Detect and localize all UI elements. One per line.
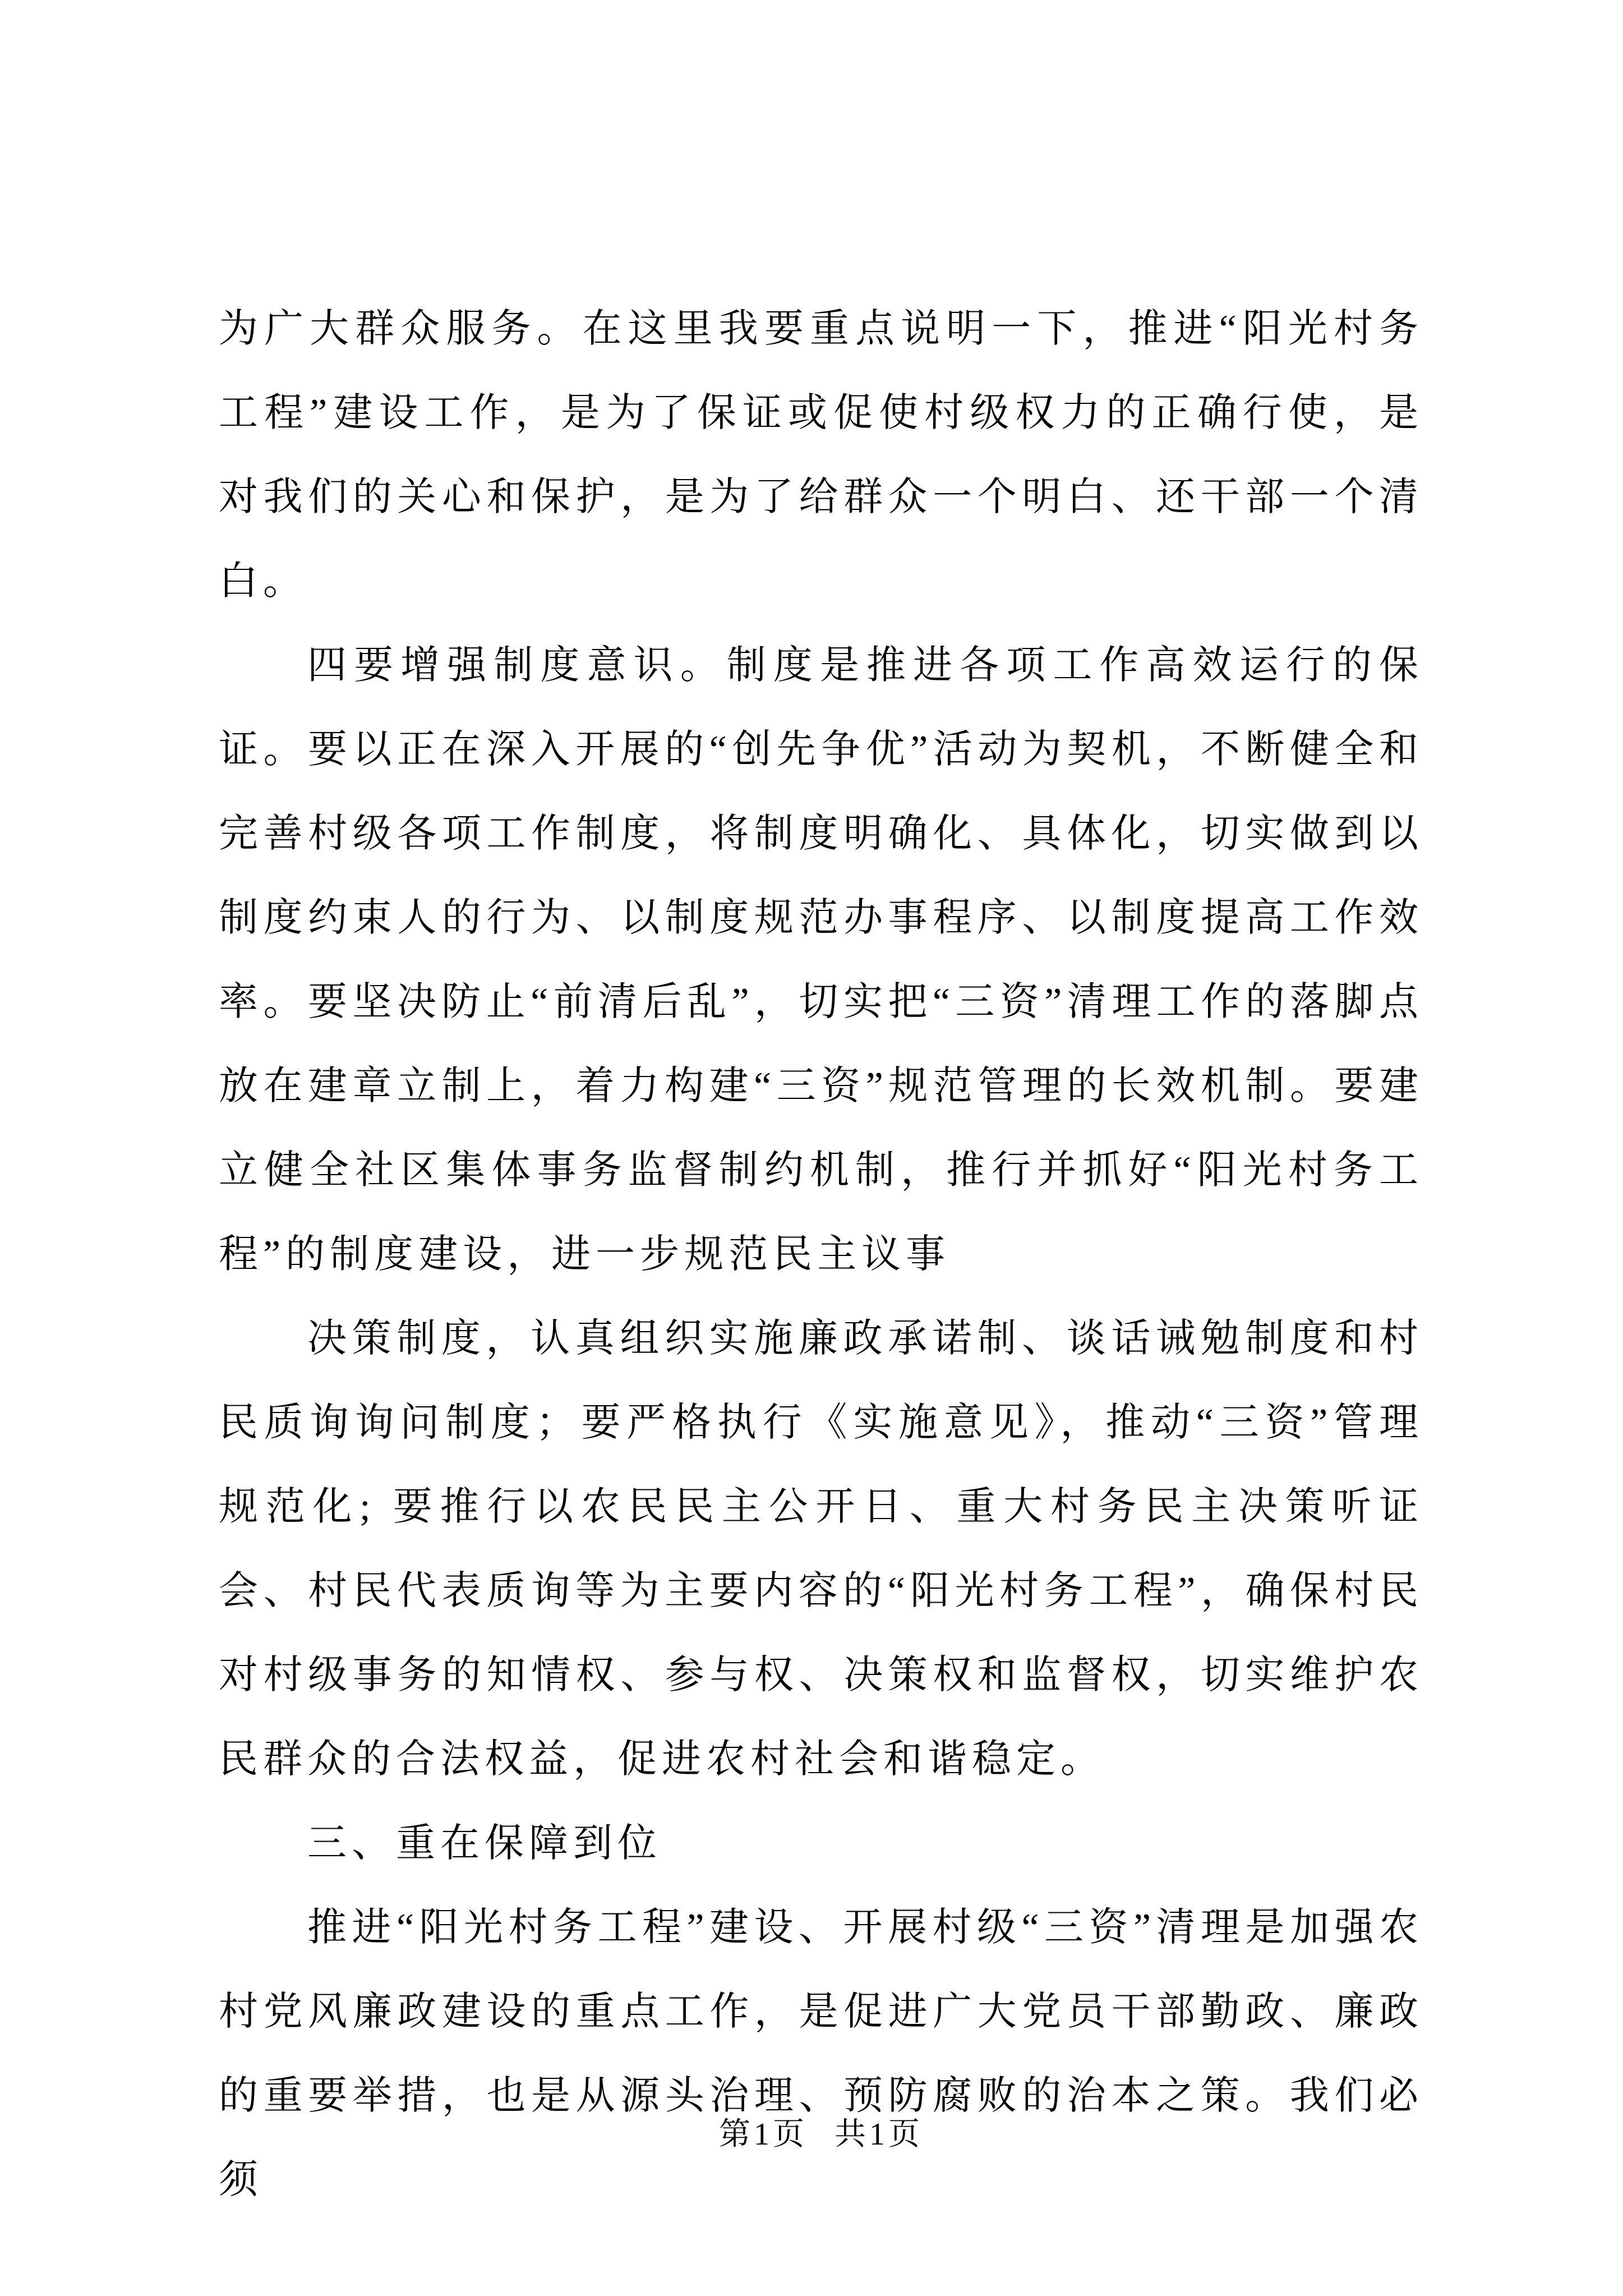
document-body-text <box>219 287 1423 2223</box>
paragraph: 为广大群众服务。在这里我要重点说明一下，推进“阳光村务工程”建设工作，是为了保证或促使村级权力的正确行使，是对我们的关心和保护，是为了给群众一个明白、还干部一个清白。 <box>219 307 1423 603</box>
section-heading: 三、重在保障到位 <box>307 1822 662 1865</box>
page-number-footer: 第1页 共1页 <box>719 2117 923 2152</box>
paragraph: 决策制度，认真组织实施廉政承诺制、谈话诫勉制度和村民质询询问制度；要严格执行《实施意见》，推动“三资”管理规范化; 要推行以农民民主公开日、重大村务民主决策听证会、村民代表质询等为主要内容的“阳光村务工程”，确保村民对村级事务的知情权、参与权、决策权和监督权，切实维护农民群众的合法权益，促进农村社会和谐稳定。 <box>219 1317 1423 1781</box>
paragraph: 四要增强制度意识。制度是推进各项工作高效运行的保证。要以正在深入开展的“创先争优”活动为契机，不断健全和完善村级各项工作制度，将制度明确化、具体化，切实做到以制度约束人的行为、以制度规范办事程序、以制度提高工作效率。要坚决防止“前清后乱”，切实把“三资”清理工作的落脚点放在建章立制上，着力构建“三资”规范管理的长效机制。要建立健全社区集体事务监督制约机制，推行并抓好“阳光村务工程”的制度建设，进一步规范民主议事 <box>219 644 1423 1276</box>
paragraph: 推进“阳光村务工程”建设、开展村级“三资”清理是加强农村党风廉政建设的重点工作，是促进广大党员干部勤政、廉政的重要举措，也是从源头治理、预防腐败的治本之策。我们必须 <box>219 1906 1423 2202</box>
